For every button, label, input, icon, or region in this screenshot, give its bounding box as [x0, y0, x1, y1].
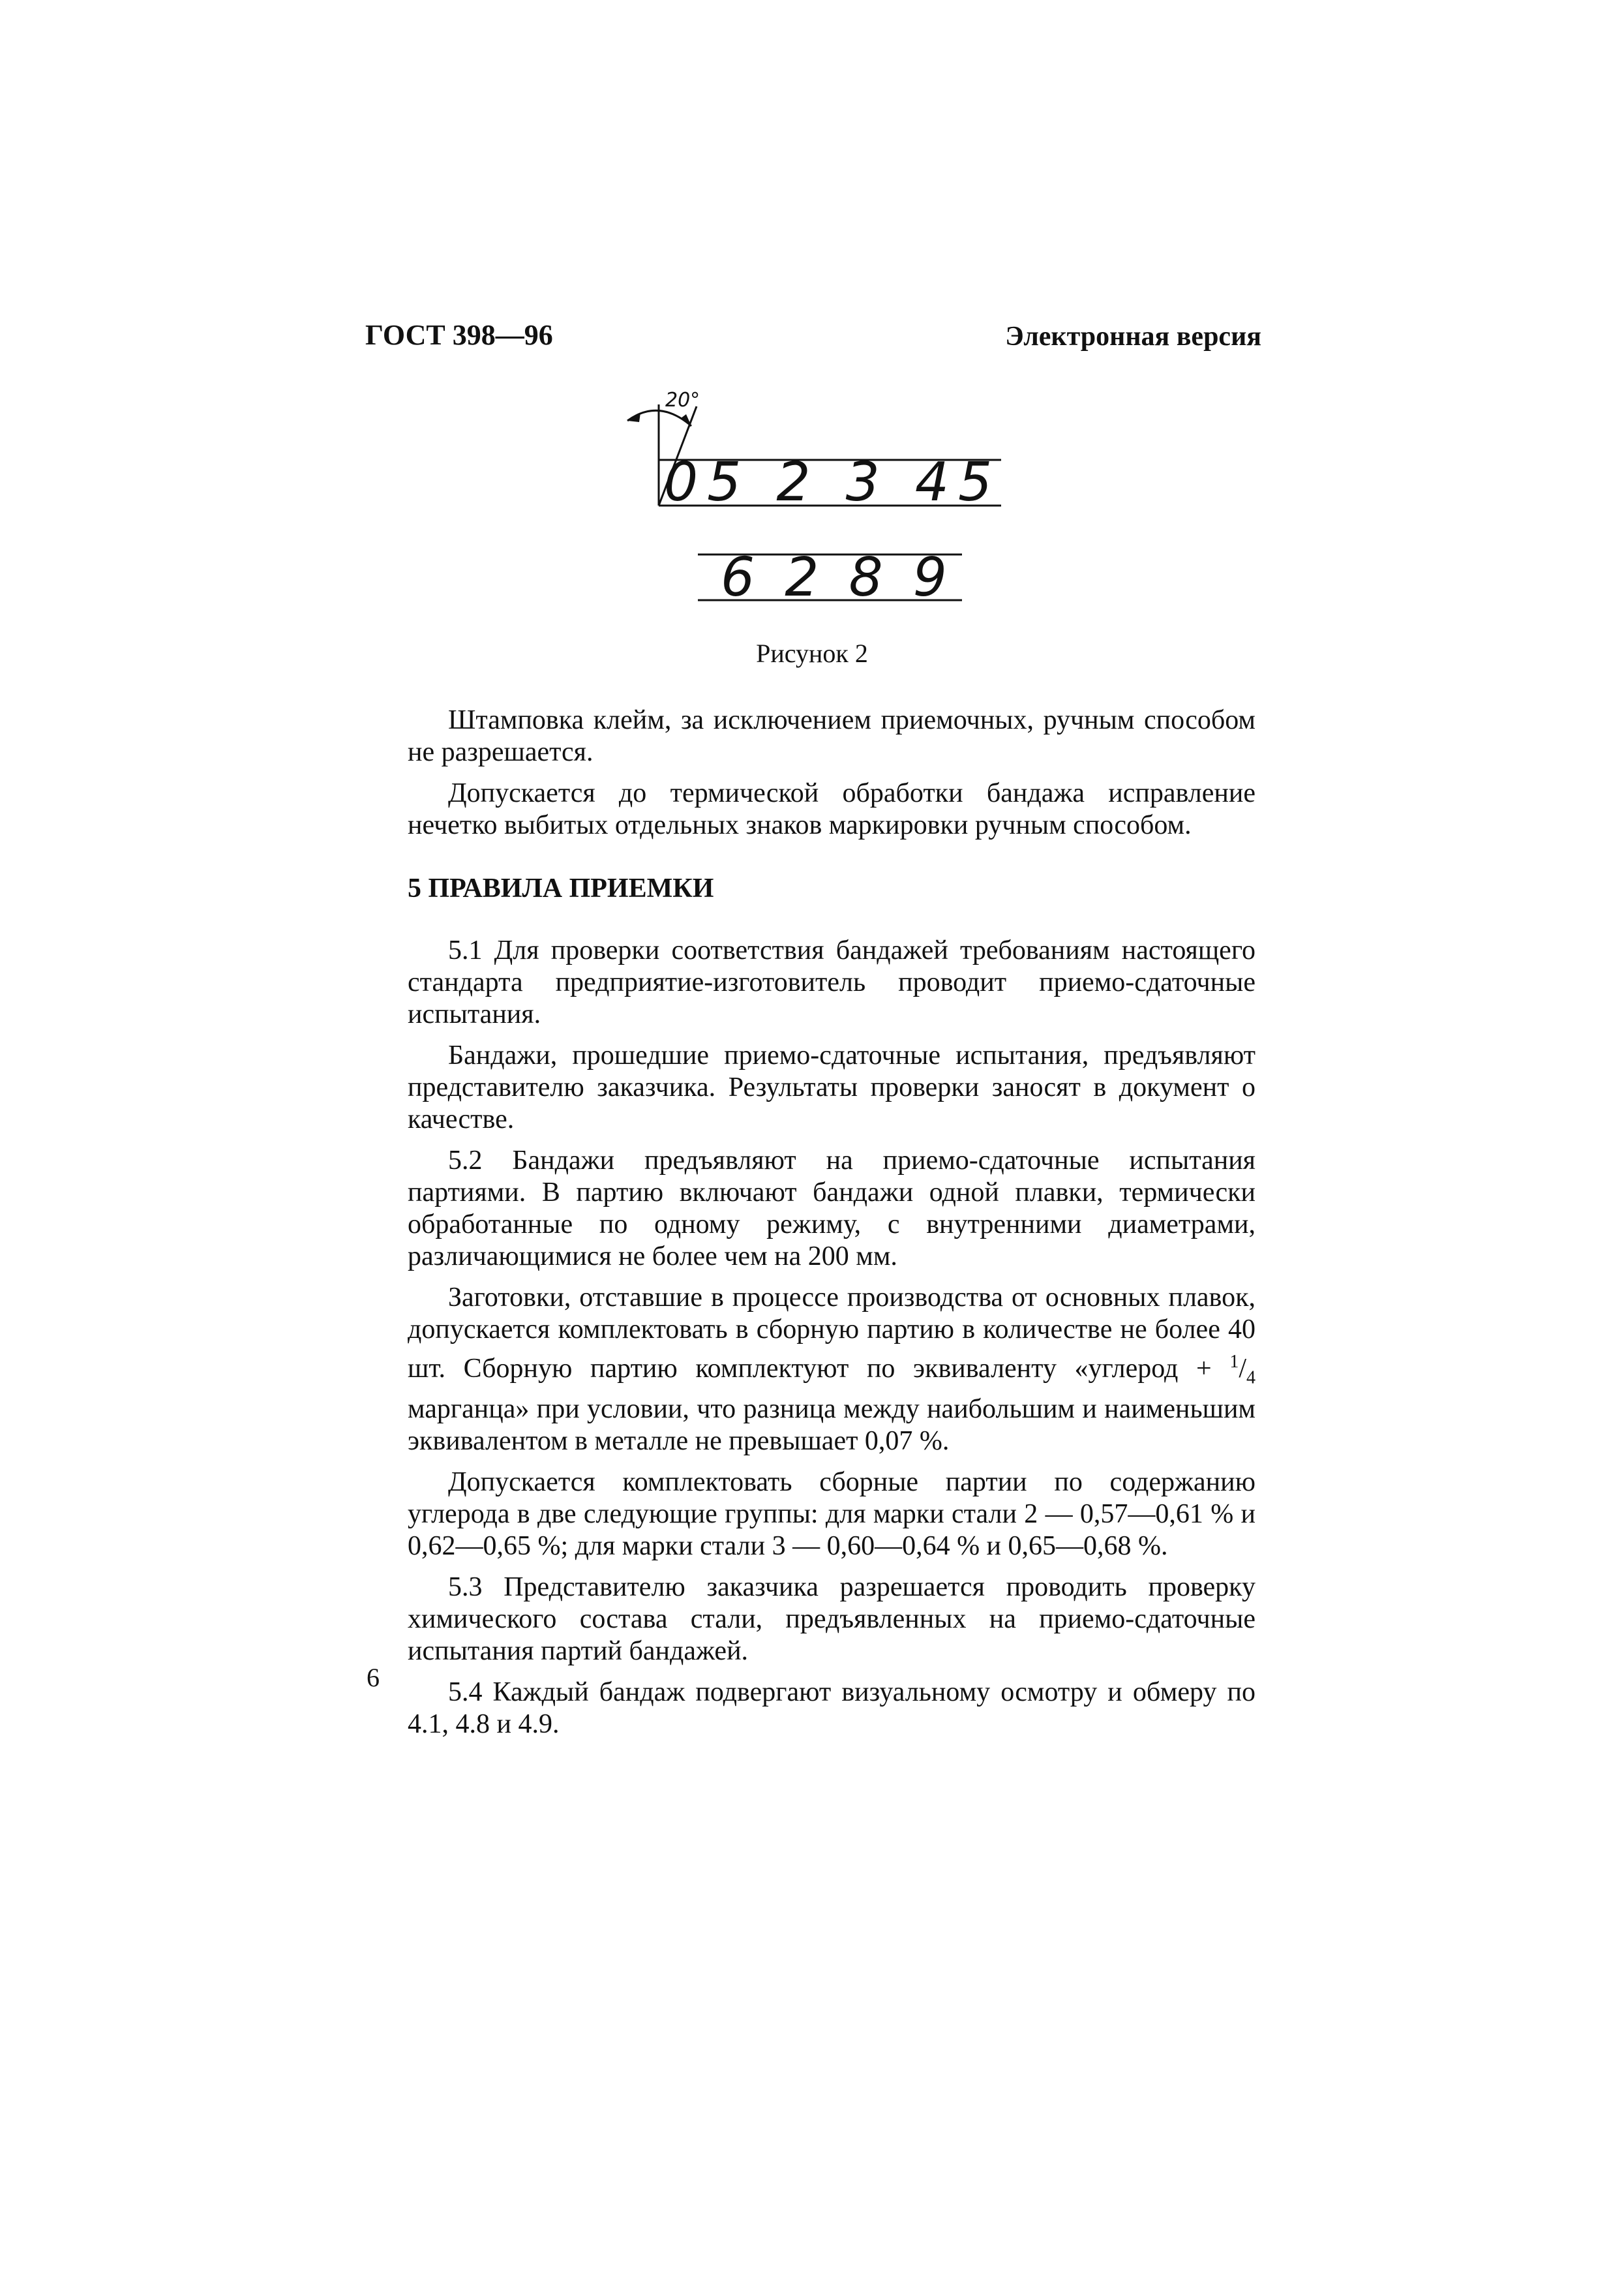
paragraph-stamping: Штамповка клейм, за исключением приемочных, ручным способом не разрешается. [408, 705, 1256, 767]
fraction-denominator: 4 [1246, 1367, 1256, 1388]
row2-marks: 6 2 8 9 [721, 547, 954, 609]
paragraph-carbon-groups: Допускается комплектовать сборные партии по содержанию углерода в две следующие группы: для марки стали 2 — 0,57—0,61 % и 0,62—0,65 %; для марки стали 3 — 0,60—0,64 % и 0,65—0,68 %. [408, 1467, 1256, 1562]
fraction-numerator: 1 [1229, 1352, 1239, 1372]
paragraph-blanks-part1: Заготовки, отставшие в процессе производства от основных плавок, допускается комплектовать в сборную партию в количестве не более 40 шт. Сборную партию комплектуют по эквиваленту «углерод + [408, 1283, 1256, 1384]
paragraph-5-2: 5.2 Бандажи предъявляют на приемо-сдаточные испытания партиями. В партию включают бандажи одной плавки, термически обработанные по одному режиму, с внутренними диаметрами, различающимися не более чем на 200 мм. [408, 1146, 1256, 1271]
section-title: 5 ПРАВИЛА ПРИЕМКИ [408, 873, 714, 904]
paragraph-5-1: 5.1 Для проверки соответствия бандажей требованиям настоящего стандарта предприятие-изготовитель проводит приемо-сдаточные испытания. [408, 935, 1256, 1029]
angle-label: 20° [665, 389, 700, 412]
marking-figure-svg [613, 375, 1030, 649]
paragraph-blanks: Заготовки, отставшие в процессе производства от основных плавок, допускается комплектовать в сборную партию в количестве не более 40 шт. Сборную партию комплектуют по эквиваленту «углерод + $^1/_4$ марганца» при условии, что разница между наибольшим и наименьшим эквивалентом в металле не превышает 0,07 %. [408, 1283, 1256, 1457]
figure-caption: Рисунок 2 [756, 639, 868, 668]
paragraph-5-4: 5.4 Каждый бандаж подвергают визуальному осмотру и обмеру по 4.1, 4.8 и 4.9. [408, 1677, 1256, 1740]
paragraph-blanks-part2: марганца» при условии, что разница между наибольшим и наименьшим эквивалентом в металле не превышает 0,07 %. [408, 1394, 1256, 1457]
paragraph-5-3: 5.3 Представителю заказчика разрешается проводить проверку химического состава стали, предъявленных на приемо-сдаточные испытания партий бандажей. [408, 1572, 1256, 1667]
page-number: 6 [367, 1663, 380, 1692]
document-body [408, 705, 1256, 1750]
arc-arrow-left [627, 413, 640, 422]
figure-2-marking-drawing [613, 375, 1030, 649]
paragraph-correction: Допускается до термической обработки бандажа исправление нечетко выбитых отдельных знаков маркировки ручным способом. [408, 778, 1256, 840]
document-standard-number: ГОСТ 398—96 [365, 319, 553, 351]
row1-marks: 05 2 3 45 [664, 451, 1002, 513]
paragraph-presentation: Бандажи, прошедшие приемо-сдаточные испытания, предъявляют представителю заказчика. Результаты проверки заносят в документ о качестве. [408, 1040, 1256, 1134]
electronic-version-label: Электронная версия [1005, 322, 1261, 352]
